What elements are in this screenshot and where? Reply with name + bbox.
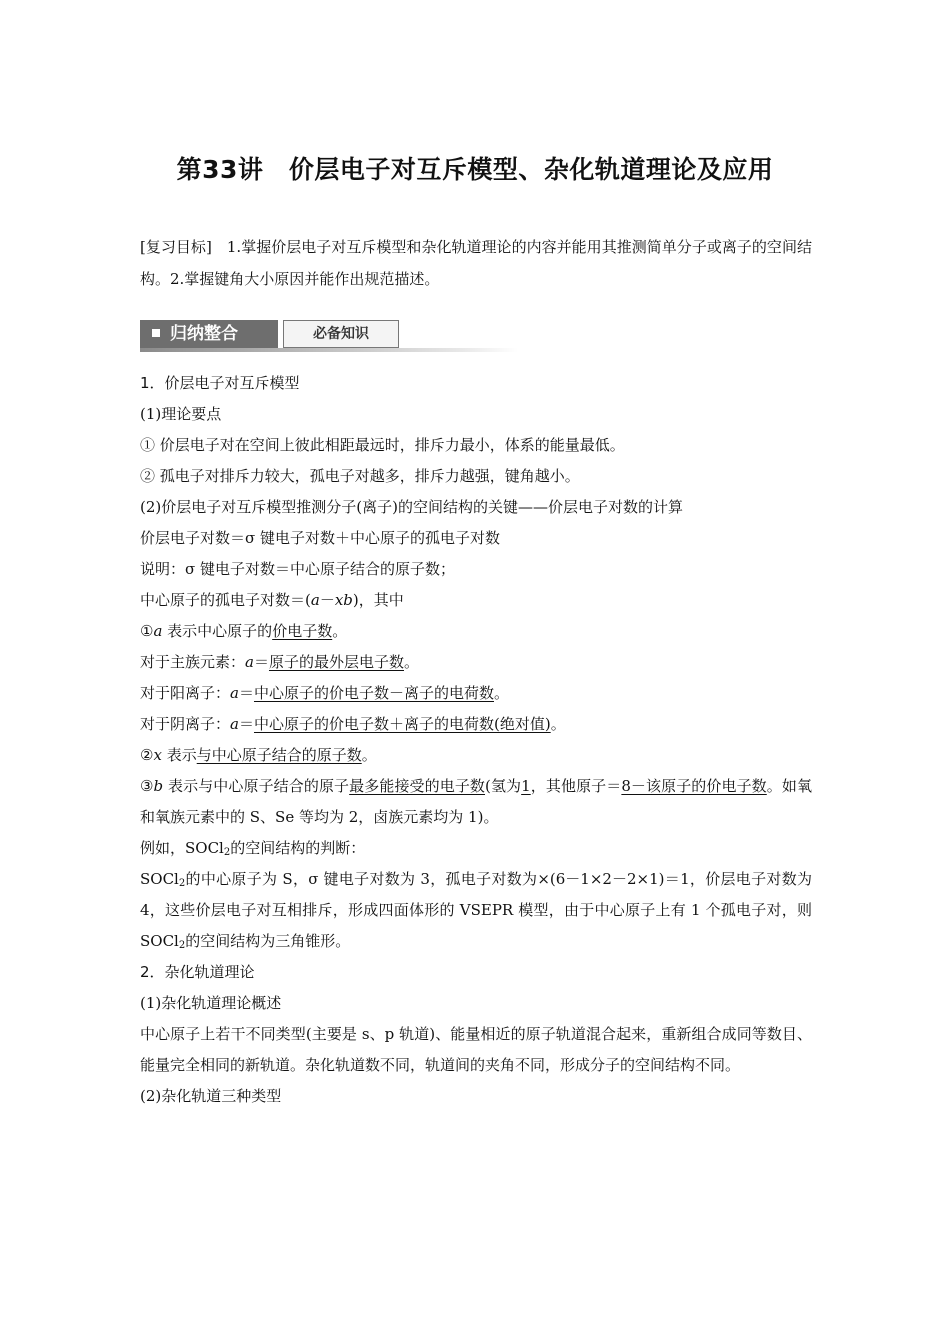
section-heading-hybrid: 2．杂化轨道理论	[140, 963, 255, 981]
text-run: 表示中心原子的	[162, 622, 273, 640]
text-run: ＝	[238, 684, 254, 702]
var-x: x	[153, 746, 162, 764]
text-run: (氢为	[485, 777, 522, 795]
text-run: )，其中	[352, 591, 404, 609]
subscript: 2	[223, 847, 231, 858]
review-goal	[140, 231, 812, 295]
text-run: 对于主族元素：	[140, 653, 246, 671]
text-run: 。	[332, 622, 348, 640]
banner-main-label: 归纳整合	[170, 324, 238, 344]
text-run: 。	[494, 684, 510, 702]
text-run: ，其他原子＝	[530, 777, 622, 795]
banner-sub-label: 必备知识	[283, 320, 399, 348]
paragraph: ② 孤电子对排斥力较大，孤电子对越多，排斥力越强，键角越小。	[140, 467, 580, 485]
paragraph	[140, 864, 812, 957]
text-run: ①	[140, 622, 154, 640]
text-run: 对于阴离子：	[140, 715, 231, 733]
paragraph	[140, 647, 812, 678]
paragraph: ① 价层电子对在空间上彼此相距最远时，排斥力最小，体系的能量最低。	[140, 436, 625, 454]
paragraph: 说明：σ 键电子对数＝中心原子结合的原子数；	[140, 560, 456, 578]
paragraph: (1)杂化轨道理论概述	[140, 994, 282, 1012]
paragraph	[140, 740, 812, 771]
paragraph	[140, 709, 812, 740]
text-run: 中心原子的孤电子对数＝(	[140, 591, 311, 609]
paragraph	[140, 616, 812, 647]
body-content	[140, 368, 812, 1112]
banner-main	[140, 320, 278, 348]
underlined-answer: 价电子数	[272, 622, 333, 640]
var-a: a	[245, 653, 254, 671]
text-run: ②	[140, 746, 154, 764]
paragraph: (1)理论要点	[140, 405, 222, 423]
subscript: 2	[178, 878, 186, 889]
text-run: ＝	[238, 715, 254, 733]
underlined-answer: 最多能接受的电子数	[349, 777, 486, 795]
text-run: 的空间结构的判断：	[230, 839, 366, 857]
paragraph	[140, 678, 812, 709]
section-heading-vsepr: 1．价层电子对互斥模型	[140, 374, 300, 392]
paragraph: (2)杂化轨道三种类型	[140, 1087, 282, 1105]
review-goal-text: 1.掌握价层电子对互斥模型和杂化轨道理论的内容并能用其推测简单分子或离子的空间结构。2.掌握键角大小原因并能作出规范描述。	[140, 238, 812, 288]
underlined-answer: 中心原子的价电子数＋离子的电荷数(绝对值)	[253, 715, 551, 733]
text-run: SOCl	[140, 870, 179, 888]
paragraph: 中心原子上若干不同类型(主要是 s、p 轨道)、能量相近的原子轨道混合起来，重新组合成同等数目、能量完全相同的新轨道。杂化轨道数不同，轨道间的夹角不同，形成分子的空间结构不同。	[140, 1025, 812, 1074]
var-a: a	[230, 715, 239, 733]
text-run: 例如，SOCl	[140, 839, 224, 857]
text-run: 。如氧和氧族元素中的 S、Se 等均为 2，卤族元素均为 1)。	[140, 777, 812, 826]
square-bullet-icon	[152, 329, 160, 337]
underlined-answer: 与中心原子结合的原子数	[196, 746, 362, 764]
var-xb: xb	[334, 591, 353, 609]
formula-line	[140, 585, 812, 616]
page-title: 第33讲 价层电子对互斥模型、杂化轨道理论及应用	[176, 155, 774, 184]
underlined-answer: 1	[521, 777, 531, 795]
subscript: 2	[178, 940, 186, 951]
var-a: a	[230, 684, 239, 702]
paragraph: (2)价层电子对互斥模型推测分子(离子)的空间结构的关键——价层电子对数的计算	[140, 498, 683, 516]
text-run: ＝	[253, 653, 269, 671]
text-run: －	[319, 591, 335, 609]
text-run: 。	[550, 715, 566, 733]
text-run: 表示	[161, 746, 197, 764]
var-a: a	[153, 622, 163, 640]
underlined-answer: 8－该原子的价电子数	[621, 777, 767, 795]
var-b: b	[153, 777, 164, 795]
text-run: 对于阳离子：	[140, 684, 231, 702]
paragraph	[140, 833, 812, 864]
text-run: ③	[140, 777, 154, 795]
var-a: a	[310, 591, 320, 609]
text-run: 。	[404, 653, 420, 671]
banner-fade-bar	[140, 348, 518, 352]
review-goal-label: [复习目标]	[140, 238, 212, 256]
paragraph: 价层电子对数＝σ 键电子对数＋中心原子的孤电子对数	[140, 529, 501, 547]
text-run: 的中心原子为 S，σ 键电子对数为 3，孤电子对数为×(6－1×2－2×1)＝1，价层电子对数为 4，这些价层电子对互相排斥，形成四面体形的 VSEPR 模型，由于中心原子上有 1 个孤电子对，则 SOCl	[140, 870, 812, 950]
section-banner	[140, 320, 518, 352]
text-run: 的空间结构为三角锥形。	[185, 932, 351, 950]
text-run: 表示与中心原子结合的原子	[163, 777, 350, 795]
text-run: 。	[361, 746, 377, 764]
underlined-answer: 原子的最外层电子数	[268, 653, 404, 671]
paragraph	[140, 771, 812, 833]
underlined-answer: 中心原子的价电子数－离子的电荷数	[253, 684, 494, 702]
